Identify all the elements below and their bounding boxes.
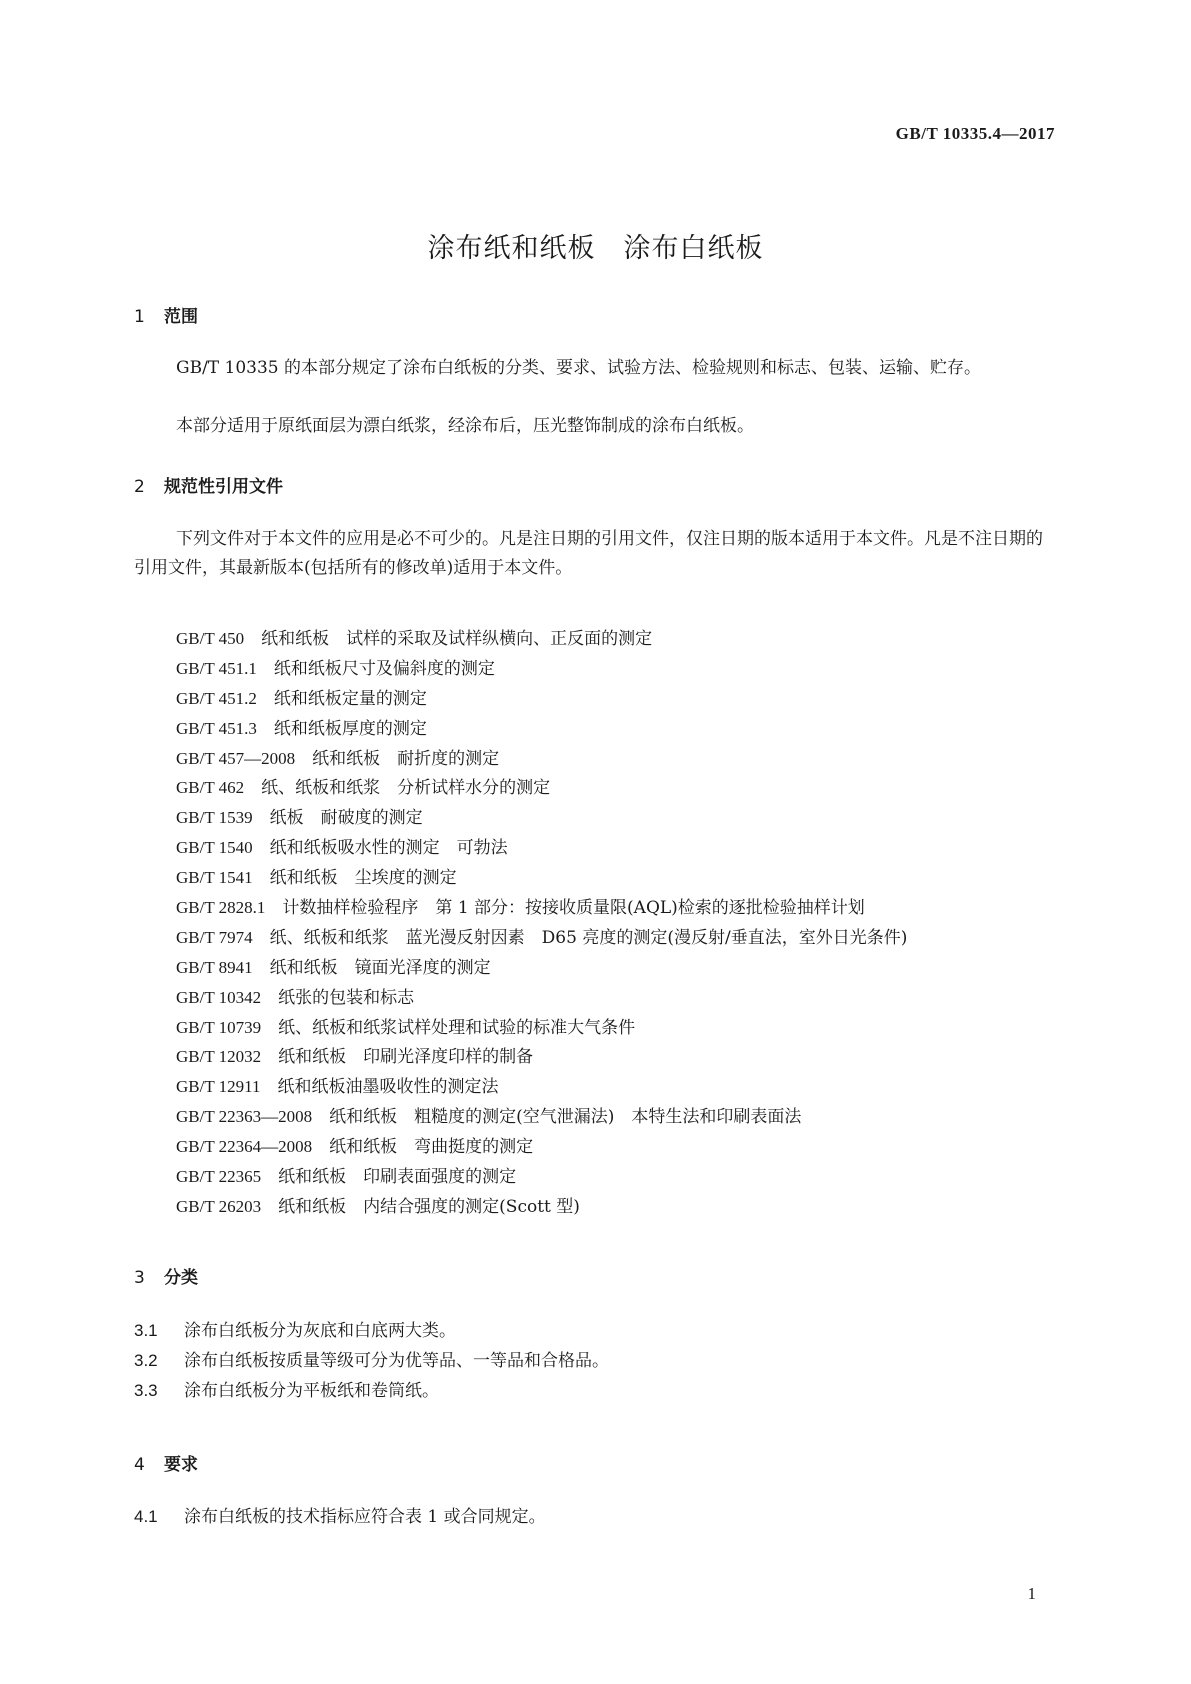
reference-item <box>176 1072 907 1102</box>
section-1-paragraph-2: 本部分适用于原纸面层为漂白纸浆，经涂布后，压光整饰制成的涂布白纸板。 <box>176 416 754 436</box>
reference-item <box>176 863 907 893</box>
section-title: 分类 <box>164 1268 198 1288</box>
section-number: 2 <box>134 477 145 497</box>
clause-4-1 <box>134 1502 546 1527</box>
section-title: 范围 <box>164 307 198 327</box>
reference-item <box>176 923 907 953</box>
reference-title: 纸、纸板和纸浆 蓝光漫反射因素 D65 亮度的测定(漫反射/垂直法，室外日光条件) <box>269 927 908 948</box>
reference-item <box>176 624 907 654</box>
reference-code: GB/T 451.3 <box>176 718 257 738</box>
clause-number: 3.3 <box>134 1381 158 1400</box>
clause-3-3 <box>134 1376 439 1401</box>
standard-code: GB/T 10335.4—2017 <box>895 124 1055 143</box>
reference-item <box>176 1162 907 1192</box>
reference-title: 纸、纸板和纸浆 分析试样水分的测定 <box>261 778 551 799</box>
reference-item <box>176 1013 907 1043</box>
reference-code: GB/T 12032 <box>176 1047 262 1067</box>
reference-title: 纸和纸板定量的测定 <box>273 688 427 709</box>
reference-title: 纸和纸板厚度的测定 <box>273 718 427 739</box>
section-number: 1 <box>134 307 145 327</box>
reference-code: GB/T 451.2 <box>176 688 257 708</box>
reference-item <box>176 1102 907 1132</box>
reference-item <box>176 1192 907 1222</box>
page-number: 1 <box>1027 1584 1036 1603</box>
reference-title: 纸板 耐破度的测定 <box>269 808 423 829</box>
clause-3-1 <box>134 1316 456 1341</box>
reference-item <box>176 803 907 833</box>
reference-code: GB/T 10739 <box>176 1017 262 1037</box>
clause-number: 3.2 <box>134 1351 158 1370</box>
document-title: 涂布纸和纸板 涂布白纸板 <box>427 233 764 264</box>
reference-title: 纸和纸板 尘埃度的测定 <box>269 868 457 889</box>
reference-item <box>176 684 907 714</box>
reference-code: GB/T 1541 <box>176 868 253 888</box>
reference-code: GB/T 451.1 <box>176 658 257 678</box>
reference-code: GB/T 2828.1 <box>176 898 266 918</box>
section-1-heading <box>134 302 198 327</box>
clause-text: 涂布白纸板分为灰底和白底两大类。 <box>184 1321 456 1341</box>
section-1-paragraph-1: GB/T 10335 的本部分规定了涂布白纸板的分类、要求、试验方法、检验规则和标志、包装、运输、贮存。 <box>176 358 982 378</box>
reference-code: GB/T 1539 <box>176 808 253 828</box>
reference-item <box>176 773 907 803</box>
reference-title: 纸和纸板 内结合强度的测定(Scott 型) <box>278 1196 580 1217</box>
section-number: 3 <box>134 1268 145 1288</box>
clause-text: 涂布白纸板分为平板纸和卷筒纸。 <box>184 1381 439 1401</box>
reference-title: 纸和纸板 耐折度的测定 <box>312 748 500 769</box>
section-2-paragraph-1: 下列文件对于本文件的应用是必不可少的。凡是注日期的引用文件，仅注日期的版本适用于本文件。凡是不注日期的引用文件，其最新版本(包括所有的修改单)适用于本文件。 <box>134 529 1043 578</box>
reference-title: 纸和纸板 试样的采取及试样纵横向、正反面的测定 <box>261 629 653 649</box>
section-number: 4 <box>134 1455 145 1475</box>
reference-title: 纸和纸板 镜面光泽度的测定 <box>269 957 491 978</box>
clause-3-2 <box>134 1346 609 1371</box>
reference-item <box>176 983 907 1013</box>
reference-code: GB/T 22365 <box>176 1167 262 1187</box>
section-4-heading <box>134 1450 198 1475</box>
reference-code: GB/T 1540 <box>176 838 253 858</box>
reference-code: GB/T 12911 <box>176 1077 261 1097</box>
reference-code: GB/T 22363—2008 <box>176 1107 313 1127</box>
reference-item <box>176 833 907 863</box>
clause-number: 4.1 <box>134 1507 158 1526</box>
section-3-heading <box>134 1263 198 1288</box>
clause-number: 3.1 <box>134 1321 158 1340</box>
section-title: 要求 <box>164 1455 198 1475</box>
normative-reference-list <box>176 624 907 1222</box>
reference-title: 纸、纸板和纸浆试样处理和试验的标准大气条件 <box>278 1017 636 1038</box>
reference-title: 纸张的包装和标志 <box>278 987 415 1008</box>
reference-item <box>176 744 907 774</box>
reference-title: 纸和纸板 粗糙度的测定(空气泄漏法) 本特生法和印刷表面法 <box>329 1107 802 1128</box>
reference-code: GB/T 457—2008 <box>176 748 296 768</box>
clause-text: 涂布白纸板按质量等级可分为优等品、一等品和合格品。 <box>184 1351 609 1371</box>
reference-code: GB/T 7974 <box>176 927 253 947</box>
reference-title: 计数抽样检验程序 第 1 部分：按接收质量限(AQL)检索的逐批检验抽样计划 <box>282 898 865 919</box>
reference-code: GB/T 22364—2008 <box>176 1137 313 1157</box>
reference-item <box>176 654 907 684</box>
reference-title: 纸和纸板吸水性的测定 可勃法 <box>269 838 508 859</box>
section-2-heading <box>134 472 283 497</box>
reference-code: GB/T 450 <box>176 629 245 648</box>
reference-title: 纸和纸板 印刷表面强度的测定 <box>278 1167 517 1188</box>
reference-code: GB/T 26203 <box>176 1196 262 1216</box>
reference-item <box>176 1132 907 1162</box>
reference-item <box>176 714 907 744</box>
reference-code: GB/T 462 <box>176 778 245 798</box>
reference-item <box>176 953 907 983</box>
clause-text: 涂布白纸板的技术指标应符合表 1 或合同规定。 <box>184 1507 546 1527</box>
reference-code: GB/T 10342 <box>176 987 262 1007</box>
reference-code: GB/T 8941 <box>176 957 253 977</box>
reference-item <box>176 893 907 923</box>
section-title: 规范性引用文件 <box>164 477 283 497</box>
reference-title: 纸和纸板 弯曲挺度的测定 <box>329 1137 534 1158</box>
reference-item <box>176 1042 907 1072</box>
reference-title: 纸和纸板油墨吸收性的测定法 <box>277 1077 499 1098</box>
reference-title: 纸和纸板 印刷光泽度印样的制备 <box>278 1047 534 1068</box>
reference-title: 纸和纸板尺寸及偏斜度的测定 <box>273 658 495 679</box>
